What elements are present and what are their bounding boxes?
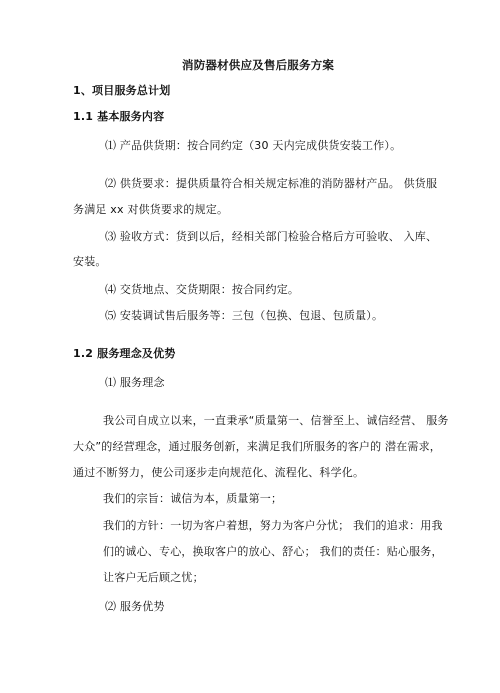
heading-basic-services: 1.1 基本服务内容 [73,110,165,123]
paragraph-line: 我们的方针：一切为客户着想，努力为客户分忧； 我们的追求：用我 [103,519,443,532]
document-title: 消防器材供应及售后服务方案 [182,58,335,72]
paragraph-line: 通过不断努力，使公司逐步走向规范化、流程化、科学化。 [73,466,365,479]
paragraph-line: 我公司自成立以来，一直秉承“质量第一、信誉至上、诚信经营、 服务 [103,414,449,427]
service-item-2-cont: 务满足 xx 对供货要求的规定。 [73,203,229,216]
heading-service-philosophy: 1.2 服务理念及优势 [73,347,176,360]
heading-project-plan: 1、项目服务总计划 [73,84,171,97]
service-item-2: ⑵ 供货要求：提供质量符合相关规定标准的消防器材产品。 供货服 [105,177,438,190]
service-item-4: ⑷ 交货地点、交货期限：按合同约定。 [105,283,300,296]
subheading-advantages: ⑵ 服务优势 [105,600,165,613]
service-item-3: ⑶ 验收方式：货到以后，经相关部门检验合格后方可验收、 入库、 [105,230,438,243]
service-item-1: ⑴ 产品供货期：按合同约定（30 天内完成供货安装工作）。 [105,139,402,152]
service-item-3-cont: 安装。 [73,255,107,268]
subheading-philosophy: ⑴ 服务理念 [105,376,165,389]
paragraph-line: 我们的宗旨：诚信为本，质量第一； [103,492,283,505]
paragraph-line: 们的诚心、专心，换取客户的放心、舒心； 我们的责任：贴心服务， [103,545,443,558]
service-item-5: ⑸ 安装调试售后服务等：三包（包换、包退、包质量）。 [105,309,384,322]
paragraph-line: 大众”的经营理念，通过服务创新，来满足我们所服务的客户的 潜在需求， [73,440,441,453]
paragraph-line: 让客户无后顾之忧； [103,571,204,584]
